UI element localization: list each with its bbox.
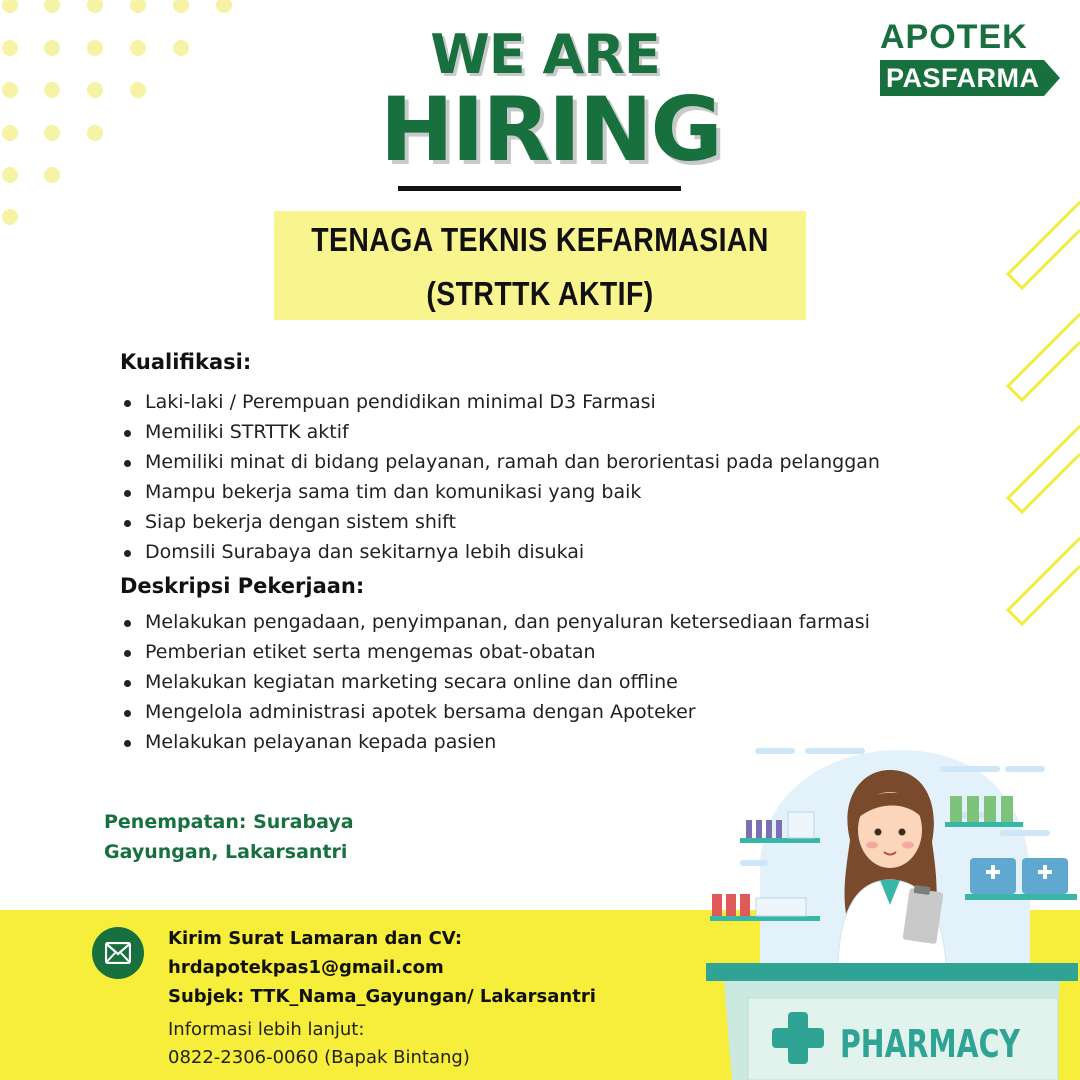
list-item: Melakukan kegiatan marketing secara online dan offline bbox=[122, 667, 870, 697]
qualifications-list bbox=[122, 387, 880, 567]
envelope-icon bbox=[105, 942, 131, 964]
logo-arrow-bar bbox=[880, 60, 1060, 96]
list-item: Mengelola administrasi apotek bersama dengan Apoteker bbox=[122, 697, 870, 727]
list-item: Domsili Surabaya dan sekitarnya lebih disukai bbox=[122, 537, 880, 567]
logo-text-pasfarma: PASFARMA bbox=[886, 63, 1040, 93]
pharmacy-sign-text: PHARMACY bbox=[840, 1022, 1021, 1066]
pharmacist-illustration bbox=[700, 730, 1080, 1080]
position-title-line1: TENAGA TEKNIS KEFARMASIAN bbox=[311, 221, 769, 258]
position-title-box bbox=[274, 211, 806, 320]
contact-send-label: Kirim Surat Lamaran dan CV: bbox=[168, 928, 463, 949]
position-title-line2: (STRTTK AKTIF) bbox=[426, 275, 654, 312]
mail-icon bbox=[92, 927, 144, 979]
list-item: Pemberian etiket serta mengemas obat-obatan bbox=[122, 637, 870, 667]
placement-line2: Gayungan, Lakarsantri bbox=[104, 841, 348, 863]
more-info-label: Informasi lebih lanjut: bbox=[168, 1019, 365, 1040]
job-description-heading: Deskripsi Pekerjaan: bbox=[120, 574, 365, 598]
contact-phone[interactable]: 0822-2306-0060 (Bapak Bintang) bbox=[168, 1047, 470, 1068]
list-item: Memiliki minat di bidang pelayanan, ramah dan berorientasi pada pelanggan bbox=[122, 447, 880, 477]
list-item: Laki-laki / Perempuan pendidikan minimal D3 Farmasi bbox=[122, 387, 880, 417]
list-item: Siap bekerja dengan sistem shift bbox=[122, 507, 880, 537]
apotek-pasfarma-logo bbox=[880, 18, 1060, 98]
logo-text-apotek: APOTEK bbox=[880, 18, 1028, 56]
placement-line1: Penempatan: Surabaya bbox=[104, 811, 354, 833]
dot-pattern-decoration bbox=[0, 0, 260, 240]
headline-underline bbox=[398, 186, 681, 191]
contact-block bbox=[168, 924, 596, 1011]
slash-pattern-decoration bbox=[990, 190, 1080, 650]
placement-info bbox=[104, 807, 354, 867]
list-item: Melakukan pengadaan, penyimpanan, dan penyaluran ketersediaan farmasi bbox=[122, 607, 870, 637]
headline-we-are: WE ARE bbox=[430, 23, 660, 86]
list-item: Mampu bekerja sama tim dan komunikasi yang baik bbox=[122, 477, 880, 507]
list-item: Memiliki STRTTK aktif bbox=[122, 417, 880, 447]
contact-subject: Subjek: TTK_Nama_Gayungan/ Lakarsantri bbox=[168, 986, 596, 1007]
hiring-headline bbox=[380, 23, 721, 181]
qualifications-heading: Kualifikasi: bbox=[120, 350, 252, 374]
headline-hiring: HIRING bbox=[380, 78, 721, 181]
list-item: Melakukan pelayanan kepada pasien bbox=[122, 727, 870, 757]
contact-email[interactable]: hrdapotekpas1@gmail.com bbox=[168, 957, 444, 978]
more-info-block bbox=[168, 1016, 470, 1072]
